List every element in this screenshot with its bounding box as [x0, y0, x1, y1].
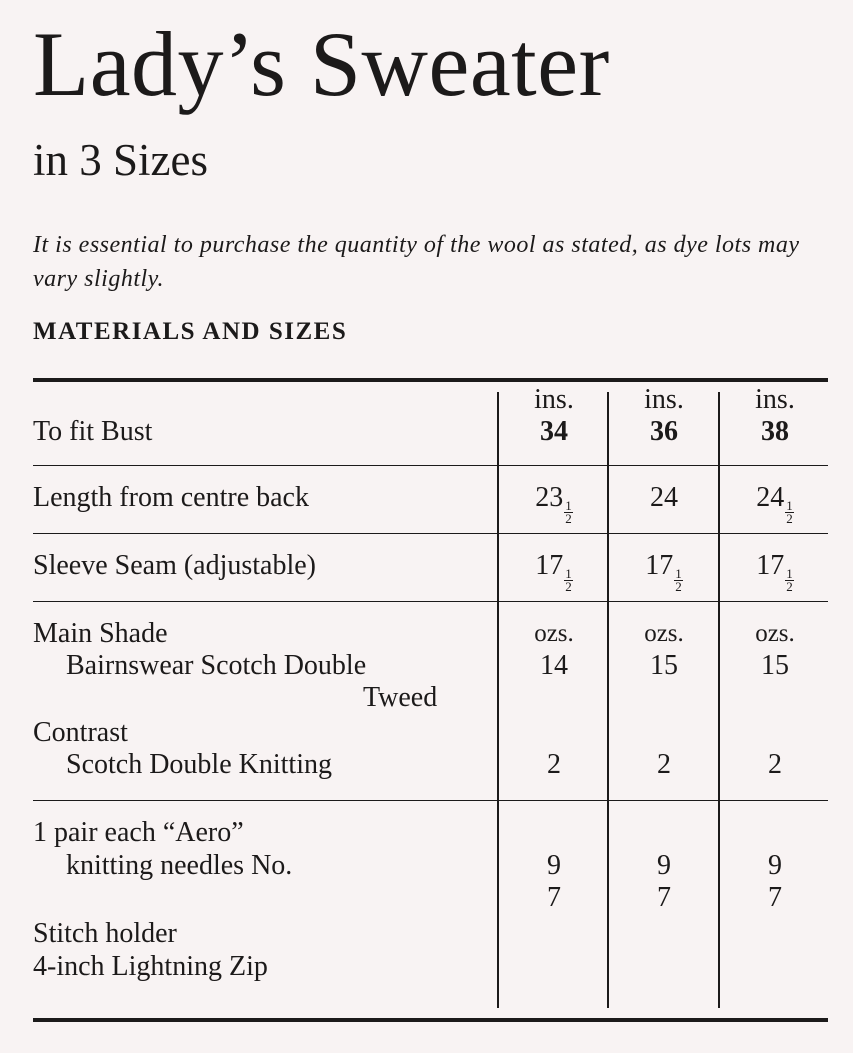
sleeve-value: [499, 552, 609, 593]
row-label-contrast: Contrast: [33, 717, 128, 748]
sleeve-whole: 17: [535, 550, 564, 581]
row-divider: [33, 601, 828, 602]
contrast-ozs: 2: [657, 749, 671, 780]
unit-ins: ins.: [534, 384, 574, 415]
length-whole: 24: [756, 482, 785, 513]
table-bottom-rule: [33, 1018, 828, 1022]
half-fraction: $\frac{1}{2}$: [786, 498, 793, 526]
sleeve-whole: 17: [756, 550, 785, 581]
half-fraction: $\frac{1}{2}$: [786, 566, 793, 594]
needles-detail: knitting needles No.: [66, 850, 293, 881]
half-fraction: $\frac{1}{2}$: [675, 566, 682, 594]
length-value: [499, 484, 609, 525]
bust-size: 38: [761, 416, 789, 447]
length-value: 24: [650, 482, 678, 513]
needle-size: 9: [547, 850, 561, 881]
needle-size: 7: [547, 882, 561, 913]
row-label-stitch-holder: Stitch holder: [33, 918, 177, 949]
purchase-note: It is essential to purchase the quantity of the wool as stated, as dye lots may vary slightly.: [33, 232, 800, 292]
half-fraction: $\frac{1}{2}$: [565, 566, 572, 594]
section-heading: MATERIALS AND SIZES: [33, 318, 348, 345]
row-label-zip: 4-inch Lightning Zip: [33, 951, 268, 982]
needle-size: 9: [657, 850, 671, 881]
main-shade-detail: Bairnswear Scotch Double: [66, 650, 367, 681]
needle-size: 9: [768, 850, 782, 881]
main-shade-ozs: 14: [540, 650, 568, 681]
sleeve-value: [609, 552, 719, 593]
sleeve-value: [720, 552, 830, 593]
needle-size: 7: [768, 882, 782, 913]
page-title: Lady’s Sweater: [33, 13, 610, 115]
length-whole: 23: [535, 482, 564, 513]
row-label-length: Length from centre back: [33, 482, 309, 513]
unit-ozs: ozs.: [534, 620, 574, 647]
row-label-bust: To fit Bust: [33, 416, 153, 447]
contrast-detail: Scotch Double Knitting: [66, 749, 332, 780]
half-fraction: $\frac{1}{2}$: [565, 498, 572, 526]
unit-ozs: ozs.: [644, 620, 684, 647]
row-divider: [33, 533, 828, 534]
bust-size: 34: [540, 416, 568, 447]
bust-size: 36: [650, 416, 678, 447]
length-value: [720, 484, 830, 525]
page-subtitle: in 3 Sizes: [33, 135, 208, 185]
row-label-sleeve: Sleeve Seam (adjustable): [33, 550, 317, 581]
contrast-ozs: 2: [768, 749, 782, 780]
main-shade-detail-cont: Tweed: [363, 682, 438, 713]
unit-ins: ins.: [755, 384, 795, 415]
row-divider: [33, 800, 828, 801]
needle-size: 7: [657, 882, 671, 913]
row-label-main-shade: Main Shade: [33, 618, 168, 649]
main-shade-ozs: 15: [650, 650, 678, 681]
row-divider: [33, 465, 828, 466]
main-shade-ozs: 15: [761, 650, 789, 681]
unit-ozs: ozs.: [755, 620, 795, 647]
table-top-rule: [33, 378, 828, 382]
row-label-needles: 1 pair each “Aero”: [33, 817, 244, 848]
unit-ins: ins.: [644, 384, 684, 415]
contrast-ozs: 2: [547, 749, 561, 780]
sleeve-whole: 17: [645, 550, 674, 581]
